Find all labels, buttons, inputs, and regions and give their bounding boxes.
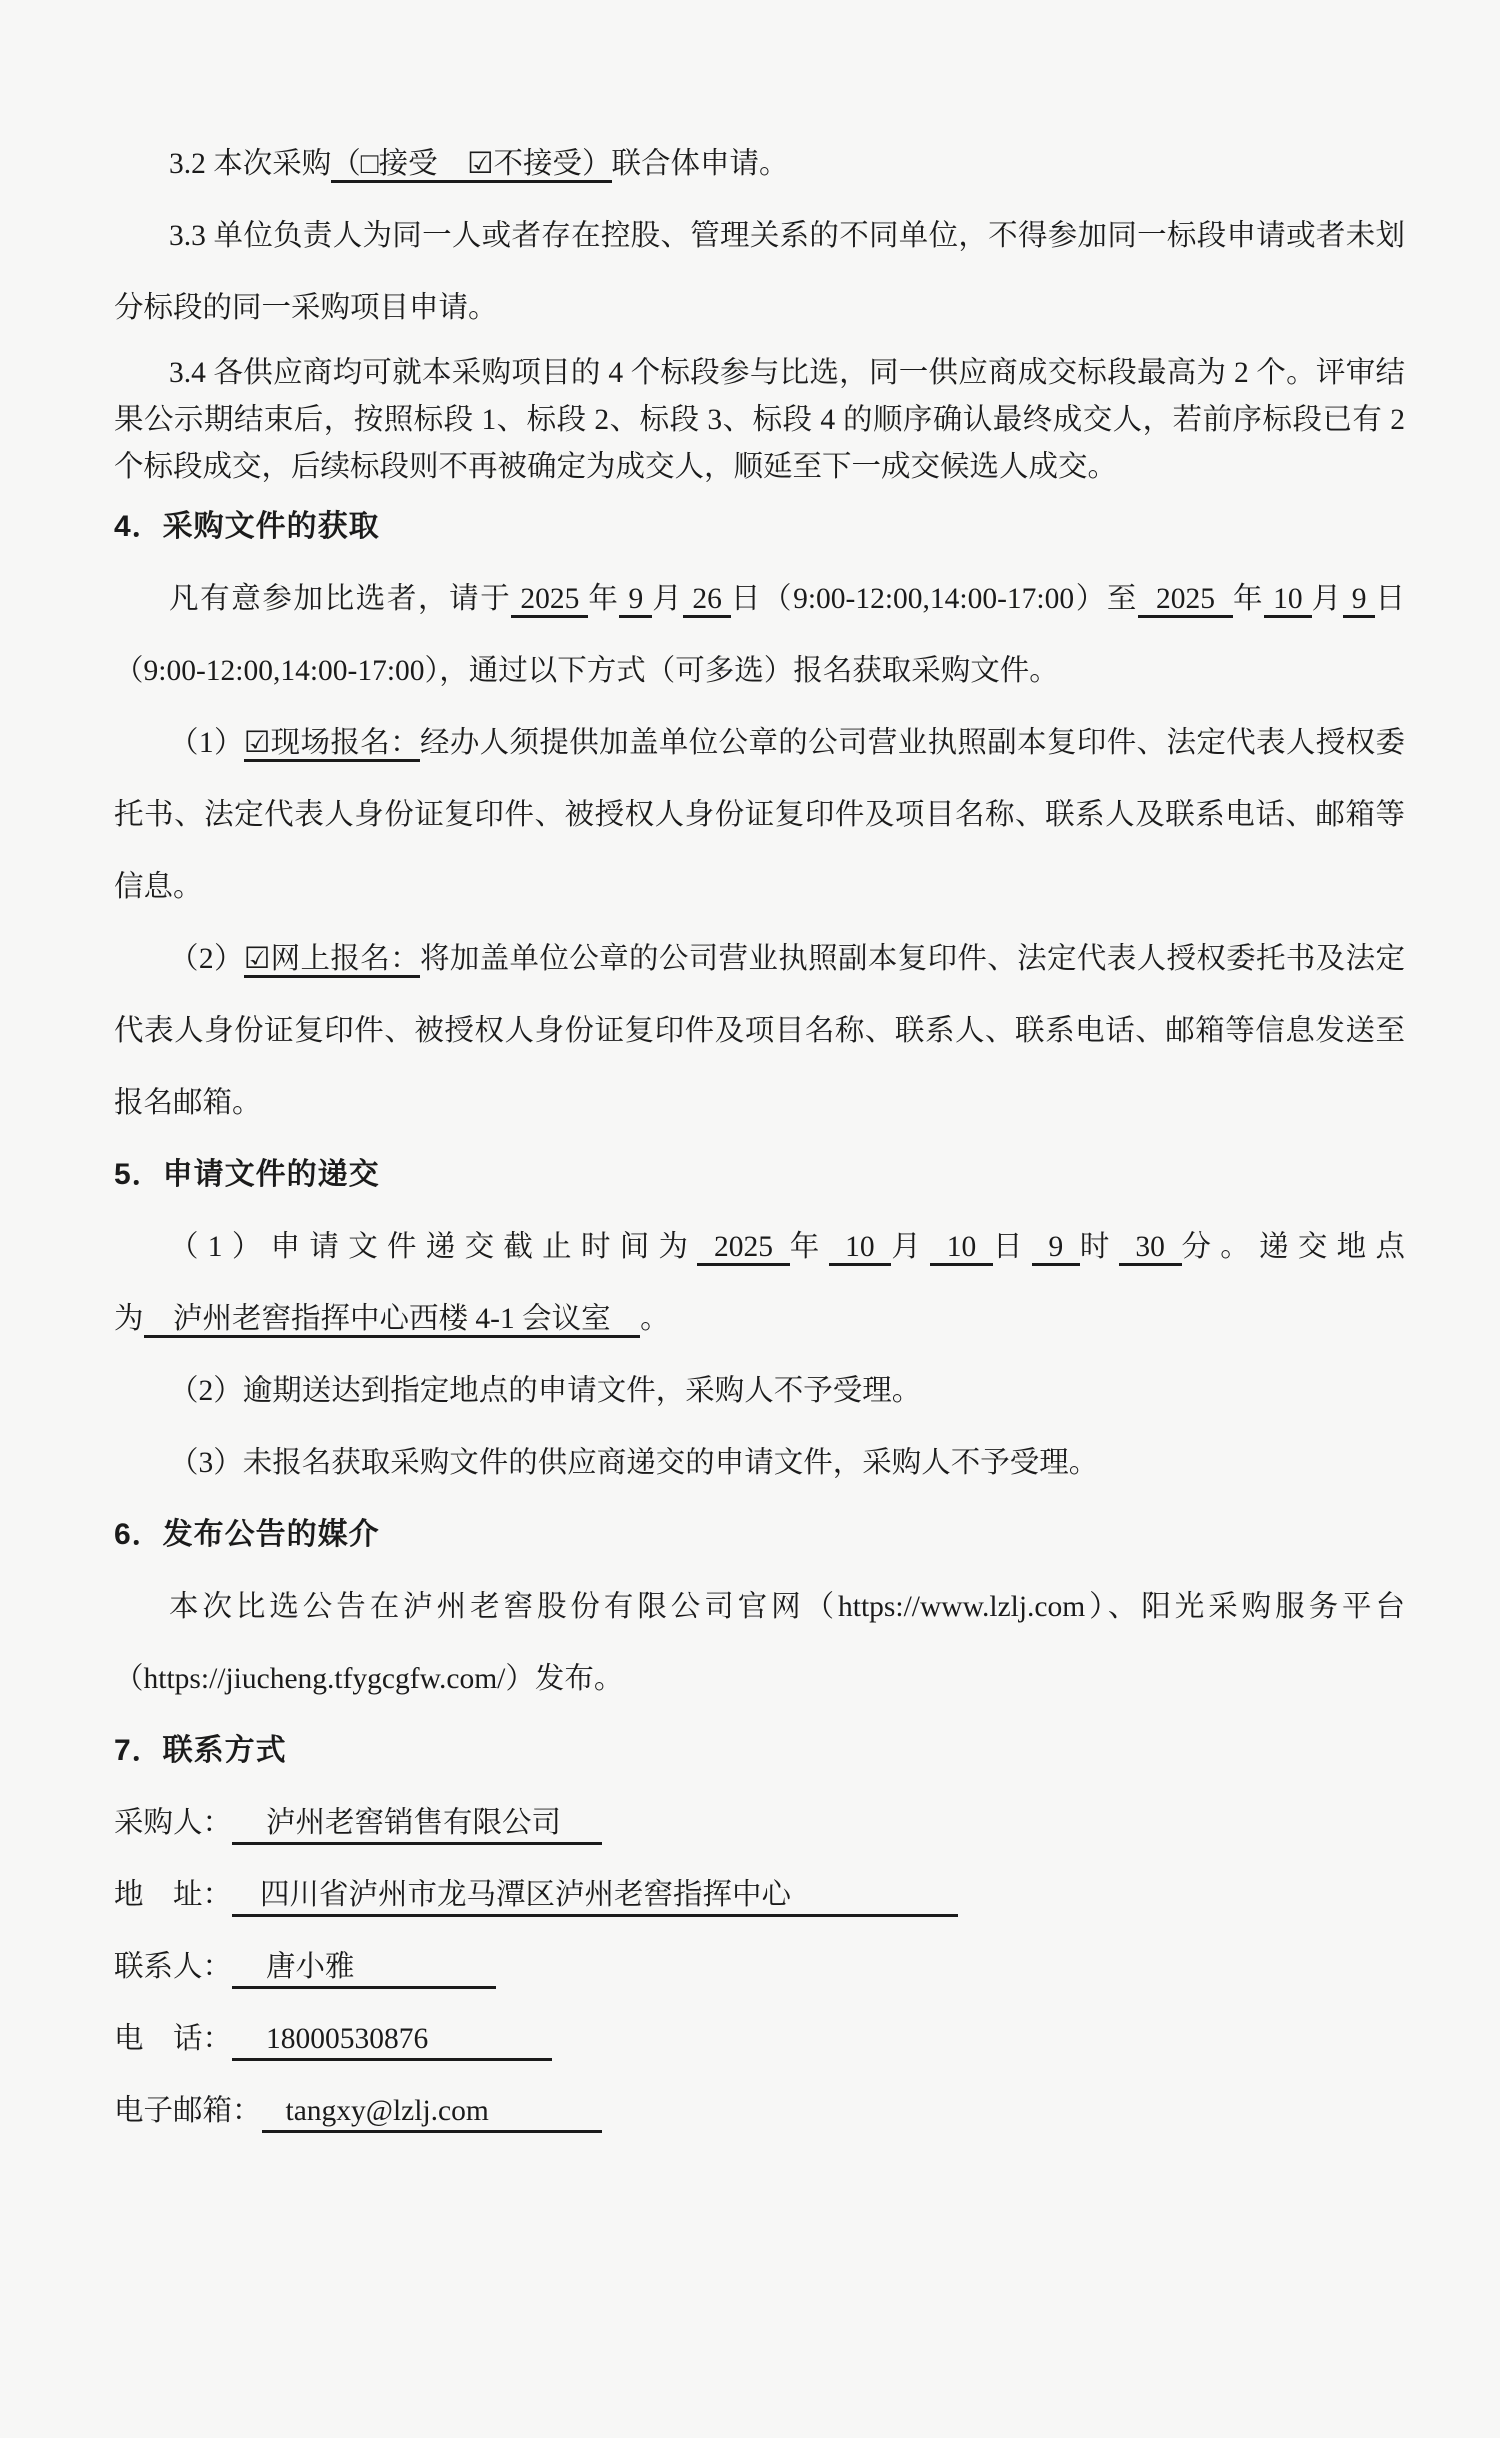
para-5-item-1-deadline-seg-4-text: 月	[891, 1231, 931, 1263]
clause-3-2	[114, 128, 1405, 200]
para-4-intro-seg-10-text: 月	[1311, 583, 1343, 615]
para-5-item-1-deadline-seg-5-underlined: 10	[930, 1231, 993, 1266]
para-4-item-2-online-registration-seg-0-text: （2）	[169, 943, 244, 975]
para-5-item-1-deadline-seg-10-text: 分。递交地点为	[114, 1231, 1405, 1335]
heading-7-contact-information	[114, 1715, 1405, 1787]
para-4-intro-seg-3-underlined: 9	[619, 583, 652, 618]
heading-6-announcement-media-seg-0-text: 6．发布公告的媒介	[114, 1518, 380, 1551]
field-purchaser-seg-1-underlined: 泸州老窖销售有限公司	[232, 1804, 602, 1845]
para-5-item-1-deadline-seg-3-underlined: 10	[829, 1231, 892, 1266]
clause-3-4-seg-0-text: 3.4 各供应商均可就本采购项目的 4 个标段参与比选，同一供应商成交标段最高为 2 个。评审结果公示期结束后，按照标段 1、标段 2、标段 3、标段 4 的顺序确认最终成交人，若前序标段已有 2 个标段成交，后续标段则不再被确定为成交人，顺延至下一成交候选人成交。	[114, 357, 1405, 483]
para-4-intro-seg-6-text: 日（9:00-12:00,14:00-17:00）至	[730, 583, 1138, 615]
para-4-intro-seg-0-text: 凡有意参加比选者，请于	[169, 583, 512, 615]
heading-5-application-submission	[114, 1139, 1405, 1211]
para-5-item-1-deadline-seg-9-underlined: 30	[1119, 1231, 1182, 1266]
para-5-item-1-deadline-seg-12-text: 。	[640, 1303, 670, 1335]
para-5-item-1-deadline	[114, 1211, 1405, 1355]
field-contact-person-seg-0-text: 联系人：	[114, 1951, 233, 1983]
heading-6-announcement-media	[114, 1499, 1405, 1571]
para-5-item-2-late-delivery-seg-0-text: （2）逾期送达到指定地点的申请文件，采购人不予受理。	[169, 1375, 922, 1407]
para-4-item-1-onsite-registration-seg-2-text: 经办人须提供加盖单位公章的公司营业执照副本复印件、法定代表人授权委托书、法定代表人身份证复印件、被授权人身份证复印件及项目名称、联系人及联系电话、邮箱等信息。	[114, 727, 1405, 903]
field-phone	[114, 2003, 1405, 2075]
para-6-body-seg-0-text: 本次比选公告在泸州老窖股份有限公司官网（https://www.lzlj.com）、阳光采购服务平台（https://jiucheng.tfygcgfw.com/）发布。	[114, 1591, 1405, 1695]
para-5-item-1-deadline-seg-6-text: 日	[992, 1231, 1032, 1263]
para-4-intro-seg-2-text: 年	[588, 583, 620, 615]
clause-3-2-seg-0-text: 3.2 本次采购	[169, 148, 332, 180]
para-5-item-1-deadline-seg-1-underlined: 2025	[697, 1231, 789, 1266]
heading-4-document-acquisition	[114, 491, 1405, 563]
field-purchaser-seg-0-text: 采购人：	[114, 1807, 233, 1839]
para-4-item-1-onsite-registration-seg-1-underlined: ☑现场报名：	[244, 727, 420, 762]
para-4-intro-seg-12-text: 日（9:00-12:00,14:00-17:00），通过以下方式（可多选）报名获取采购文件。	[114, 583, 1405, 687]
field-email-seg-0-text: 电子邮箱：	[114, 2095, 262, 2127]
field-contact-person	[114, 1931, 1405, 2003]
para-4-intro-seg-4-text: 月	[652, 583, 684, 615]
para-5-item-1-deadline-seg-11-underlined: 泸州老窖指挥中心西楼 4-1 会议室	[144, 1303, 641, 1338]
para-5-item-1-deadline-seg-0-text: （1）申请文件递交截止时间为	[169, 1231, 698, 1263]
para-4-intro-seg-11-underlined: 9	[1343, 583, 1376, 618]
heading-7-contact-information-seg-0-text: 7．联系方式	[114, 1734, 287, 1767]
field-address-seg-0-text: 地 址：	[114, 1879, 233, 1911]
field-email	[114, 2075, 1405, 2147]
para-4-item-2-online-registration-seg-1-underlined: ☑网上报名：	[244, 943, 420, 978]
clause-3-3-seg-0-text: 3.3 单位负责人为同一人或者存在控股、管理关系的不同单位，不得参加同一标段申请或者未划分标段的同一采购项目申请。	[114, 220, 1405, 324]
para-5-item-3-unregistered-seg-0-text: （3）未报名获取采购文件的供应商递交的申请文件，采购人不予受理。	[169, 1447, 1099, 1479]
para-5-item-1-deadline-seg-2-text: 年	[789, 1231, 829, 1263]
para-5-item-2-late-delivery	[114, 1355, 1405, 1427]
field-contact-person-seg-1-underlined: 唐小雅	[232, 1948, 496, 1989]
para-4-intro-seg-9-underlined: 10	[1264, 583, 1312, 618]
para-4-intro-seg-7-underlined: 2025	[1138, 583, 1233, 618]
para-4-item-2-online-registration-seg-2-text: 将加盖单位公章的公司营业执照副本复印件、法定代表人授权委托书及法定代表人身份证复印件、被授权人身份证复印件及项目名称、联系人、联系电话、邮箱等信息发送至报名邮箱。	[114, 943, 1405, 1119]
document-body	[114, 128, 1405, 2147]
para-4-item-2-online-registration	[114, 923, 1405, 1139]
clause-3-2-seg-2-text: 联合体申请。	[611, 148, 789, 180]
para-4-intro-seg-8-text: 年	[1232, 583, 1265, 615]
field-phone-seg-0-text: 电 话：	[114, 2023, 233, 2055]
para-6-body	[114, 1571, 1405, 1715]
para-4-intro-seg-5-underlined: 26	[683, 583, 731, 618]
clause-3-4	[114, 350, 1405, 491]
para-4-item-1-onsite-registration	[114, 707, 1405, 923]
clause-3-3	[114, 200, 1405, 344]
para-4-item-1-onsite-registration-seg-0-text: （1）	[169, 727, 244, 759]
field-address	[114, 1859, 1405, 1931]
para-4-intro-seg-1-underlined: 2025	[511, 583, 588, 618]
para-5-item-1-deadline-seg-8-text: 时	[1079, 1231, 1119, 1263]
para-5-item-3-unregistered	[114, 1427, 1405, 1499]
field-purchaser	[114, 1787, 1405, 1859]
para-4-intro	[114, 563, 1405, 707]
heading-4-document-acquisition-seg-0-text: 4．采购文件的获取	[114, 510, 380, 543]
field-email-seg-1-underlined: tangxy@lzlj.com	[262, 2092, 602, 2133]
para-5-item-1-deadline-seg-7-underlined: 9	[1032, 1231, 1080, 1266]
field-address-seg-1-underlined: 四川省泸州市龙马潭区泸州老窖指挥中心	[232, 1876, 958, 1917]
field-phone-seg-1-underlined: 18000530876	[232, 2020, 552, 2061]
heading-5-application-submission-seg-0-text: 5．申请文件的递交	[114, 1158, 380, 1191]
clause-3-2-seg-1-underlined: （□接受 ☑不接受）	[331, 148, 611, 183]
